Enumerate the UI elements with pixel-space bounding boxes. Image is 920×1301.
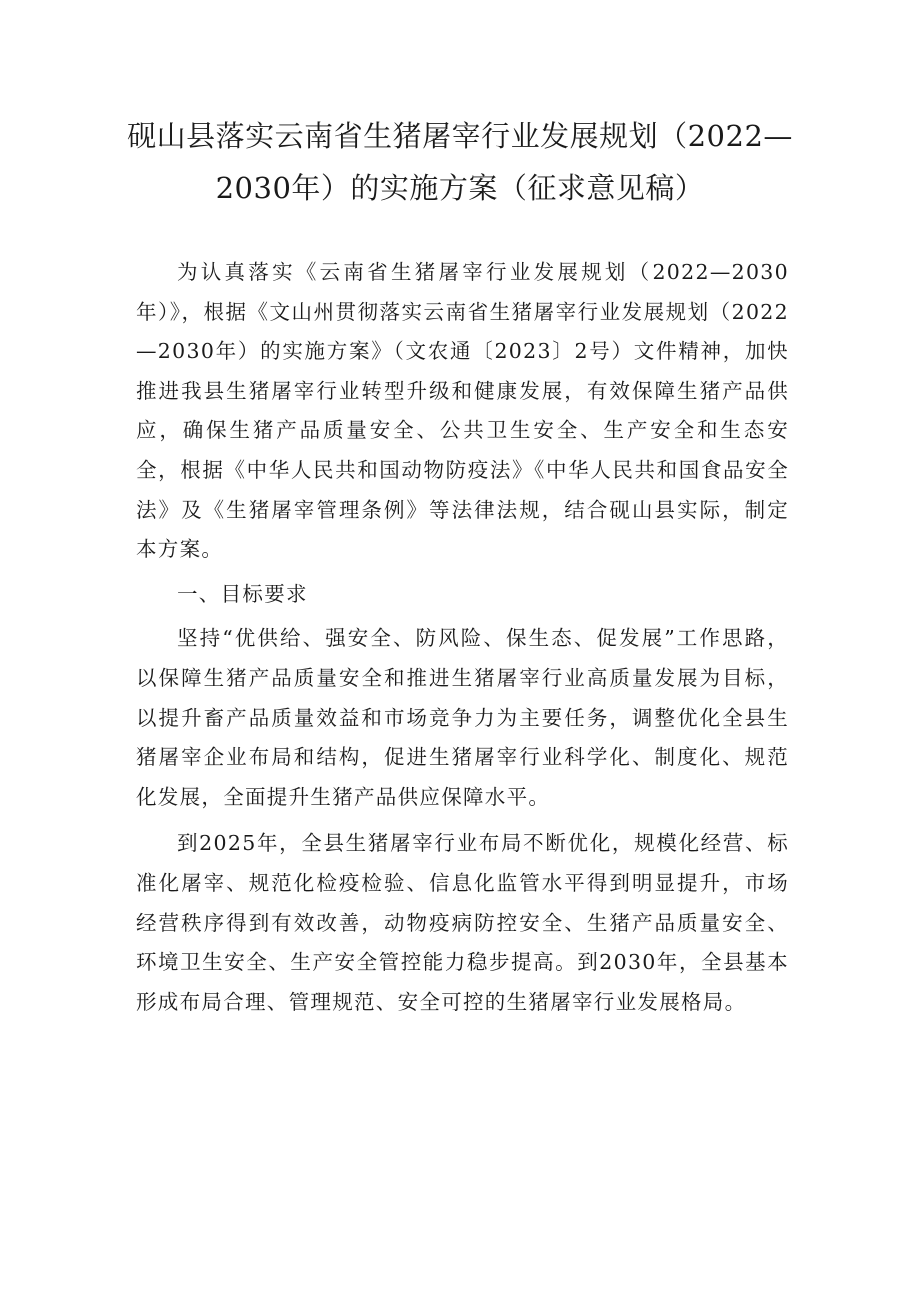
document-title [100,110,820,214]
goals-paragraph-2: 到2025年，全县生猪屠宰行业布局不断优化，规模化经营、标准化屠宰、规范化检疫检验、信息化监管水平得到明显提升，市场经营秩序得到有效改善，动物疫病防控安全、生猪产品质量安全、环境卫生安全、生产安全管控能力稳步提高。到2030年，全县基本形成布局合理、管理规范、安全可控的生猪屠宰行业发展格局。 [136,831,789,1014]
title-line-2: 2030年）的实施方案（征求意见稿） [215,171,705,205]
goals-paragraph-1: 坚持“优供给、强安全、防风险、保生态、促发展”工作思路，以保障生猪产品质量安全和推进生猪屠宰行业高质量发展为目标，以提升畜产品质量效益和市场竞争力为主要任务，调整优化全县生猪屠宰企业布局和结构，促进生猪屠宰行业科学化、制度化、规范化发展，全面提升生猪产品供应保障水平。 [136,626,789,809]
intro-paragraph: 为认真落实《云南省生猪屠宰行业发展规划（2022—2030年）》，根据《文山州贯彻落实云南省生猪屠宰行业发展规划（2022—2030年）的实施方案》（文农通〔2023〕2号）文件精神，加快推进我县生猪屠宰行业转型升级和健康发展，有效保障生猪产品供应，确保生猪产品质量安全、公共卫生安全、生产安全和生态安全，根据《中华人民共和国动物防疫法》《中华人民共和国食品安全法》及《生猪屠宰管理条例》等法律法规，结合砚山县实际，制定本方案。 [136,260,789,562]
document-body [136,253,789,1022]
section-heading-goals: 一、目标要求 [177,581,308,606]
title-line-1: 砚山县落实云南省生猪屠宰行业发展规划（2022— [127,119,793,153]
